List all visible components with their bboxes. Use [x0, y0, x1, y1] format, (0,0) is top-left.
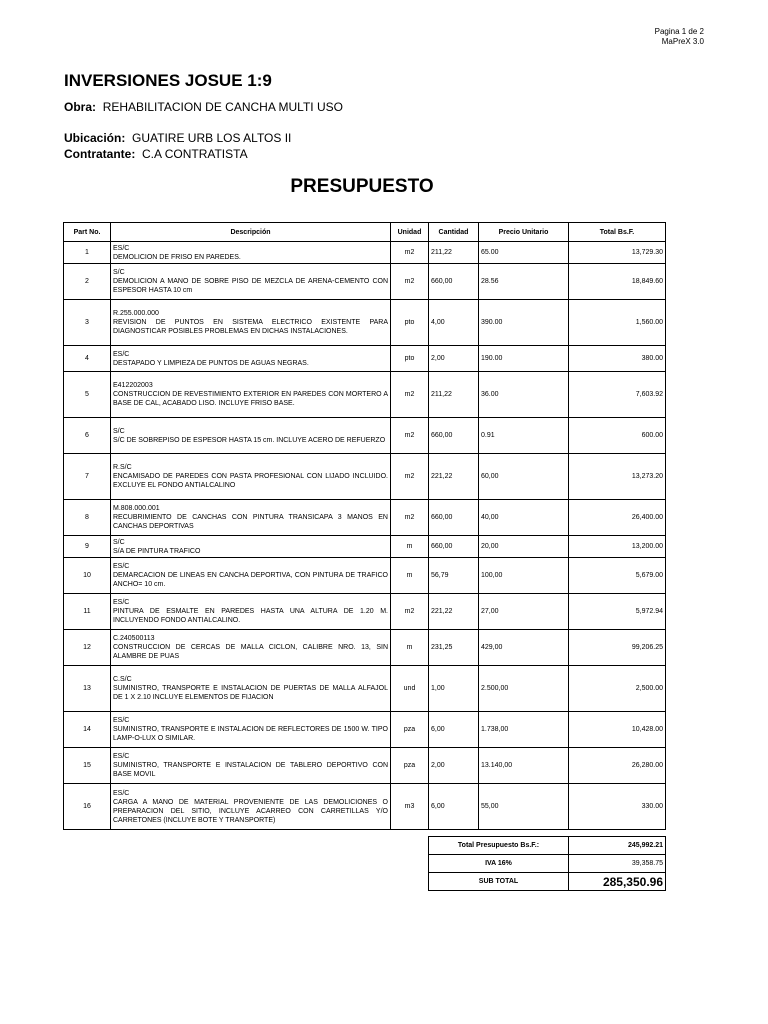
- header-unit: Unidad: [391, 223, 429, 242]
- part-number: 2: [64, 264, 111, 300]
- budget-table: [63, 222, 666, 830]
- item-description: CARGA A MANO DE MATERIAL PROVENIENTE DE LAS DEMOLICIONES O PREPARACION DEL SITIO, INCLUYE ACARREO CON CARRETILLAS Y/O CARRETONES (INCLUYE BOTE Y TRANSPORTE): [113, 798, 388, 824]
- unit-price-cell: 429,00: [479, 630, 569, 666]
- item-code: C.S/C: [113, 676, 132, 683]
- iva-value: 39,358.75: [569, 855, 666, 873]
- row-total-cell: 18,849.60: [569, 264, 666, 300]
- part-number: 10: [64, 558, 111, 594]
- table-row: [64, 500, 666, 536]
- item-description: PINTURA DE ESMALTE EN PAREDES HASTA UNA ALTURA DE 1.20 M. INCLUYENDO FONDO ANTIALCALINO.: [113, 608, 388, 624]
- row-total-cell: 1,560.00: [569, 300, 666, 346]
- unit-cell: m2: [391, 372, 429, 418]
- table-row: [64, 558, 666, 594]
- unit-price-cell: 40,00: [479, 500, 569, 536]
- part-number: 6: [64, 418, 111, 454]
- unit-price-cell: 27,00: [479, 594, 569, 630]
- row-total-cell: 600.00: [569, 418, 666, 454]
- header-price: Precio Unitario: [479, 223, 569, 242]
- part-number: 13: [64, 666, 111, 712]
- description-cell: [111, 346, 391, 372]
- item-code: ES/C: [113, 244, 130, 252]
- item-description: S/C DE SOBREPISO DE ESPESOR HASTA 15 cm. INCLUYE ACERO DE REFUERZO: [113, 436, 386, 444]
- unit-price-cell: 13.140,00: [479, 748, 569, 784]
- header-part: Part No.: [64, 223, 111, 242]
- part-number: 11: [64, 594, 111, 630]
- quantity-cell: 6,00: [429, 784, 479, 830]
- unit-price-cell: 36.00: [479, 372, 569, 418]
- item-code: M.808.000.001: [113, 505, 160, 512]
- description-cell: [111, 666, 391, 712]
- unit-price-cell: 60,00: [479, 454, 569, 500]
- unit-price-cell: 55,00: [479, 784, 569, 830]
- description-cell: [111, 500, 391, 536]
- unit-cell: m3: [391, 784, 429, 830]
- quantity-cell: 660,00: [429, 264, 479, 300]
- row-total-cell: 13,729.30: [569, 242, 666, 264]
- item-description: DESTAPADO Y LIMPIEZA DE PUNTOS DE AGUAS NEGRAS.: [113, 359, 309, 367]
- table-row: [64, 536, 666, 558]
- row-total-cell: 5,972.94: [569, 594, 666, 630]
- table-row: [64, 784, 666, 830]
- item-code: S/C: [113, 269, 125, 276]
- item-description: REVISION DE PUNTOS EN SISTEMA ELECTRICO EXISTENTE PARA DIAGNOSTICAR POSIBLES PROBLEMAS EN DICHAS INSTALACIONES.: [113, 319, 388, 335]
- ubicacion-line: [64, 131, 291, 145]
- quantity-cell: 211,22: [429, 242, 479, 264]
- obra-line: [64, 100, 343, 114]
- unit-cell: m2: [391, 242, 429, 264]
- quantity-cell: 660,00: [429, 500, 479, 536]
- table-row: [64, 594, 666, 630]
- unit-price-cell: 100,00: [479, 558, 569, 594]
- part-number: 9: [64, 536, 111, 558]
- row-total-cell: 10,428.00: [569, 712, 666, 748]
- unit-cell: m2: [391, 454, 429, 500]
- part-number: 16: [64, 784, 111, 830]
- unit-price-cell: 28.56: [479, 264, 569, 300]
- quantity-cell: 211,22: [429, 372, 479, 418]
- row-total-cell: 380.00: [569, 346, 666, 372]
- table-row: [64, 454, 666, 500]
- quantity-cell: 2,00: [429, 346, 479, 372]
- unit-cell: pza: [391, 748, 429, 784]
- unit-price-cell: 65.00: [479, 242, 569, 264]
- unit-cell: pto: [391, 300, 429, 346]
- contratante-value: C.A CONTRATISTA: [142, 147, 248, 161]
- ubicacion-value: GUATIRE URB LOS ALTOS II: [132, 131, 292, 145]
- quantity-cell: 660,00: [429, 536, 479, 558]
- ubicacion-label: Ubicación:: [64, 131, 126, 145]
- item-description: S/A DE PINTURA TRAFICO: [113, 547, 201, 555]
- table-row: [64, 748, 666, 784]
- unit-cell: m: [391, 536, 429, 558]
- item-description: DEMARCACION DE LINEAS EN CANCHA DEPORTIVA, CON PINTURA DE TRAFICO ANCHO= 10 cm.: [113, 572, 388, 588]
- row-total-cell: 13,273.20: [569, 454, 666, 500]
- item-code: E412202003: [113, 382, 153, 389]
- part-number: 8: [64, 500, 111, 536]
- table-row: [64, 418, 666, 454]
- part-number: 1: [64, 242, 111, 264]
- part-number: 14: [64, 712, 111, 748]
- contratante-line: [64, 147, 248, 161]
- item-description: DEMOLICION A MANO DE SOBRE PISO DE MEZCLA DE ARENA-CEMENTO CON ESPESOR HASTA 10 cm: [113, 278, 388, 294]
- quantity-cell: 660,00: [429, 418, 479, 454]
- document-title: PRESUPUESTO: [290, 176, 434, 197]
- unit-cell: m2: [391, 500, 429, 536]
- item-code: ES/C: [113, 350, 130, 358]
- obra-value: REHABILITACION DE CANCHA MULTI USO: [102, 100, 343, 114]
- unit-cell: m: [391, 630, 429, 666]
- description-cell: [111, 418, 391, 454]
- description-cell: [111, 594, 391, 630]
- item-code: ES/C: [113, 563, 130, 570]
- item-code: C.240500113: [113, 635, 155, 642]
- unit-cell: m: [391, 558, 429, 594]
- description-cell: [111, 630, 391, 666]
- quantity-cell: 4,00: [429, 300, 479, 346]
- app-version: MaPreX 3.0: [661, 37, 704, 46]
- quantity-cell: 6,00: [429, 712, 479, 748]
- table-row: [64, 712, 666, 748]
- row-total-cell: 26,400.00: [569, 500, 666, 536]
- header-qty: Cantidad: [429, 223, 479, 242]
- quantity-cell: 231,25: [429, 630, 479, 666]
- unit-price-cell: 190.00: [479, 346, 569, 372]
- subtotal-label: SUB TOTAL: [429, 873, 569, 891]
- part-number: 5: [64, 372, 111, 418]
- description-cell: [111, 748, 391, 784]
- subtotal-row: [429, 873, 666, 891]
- item-code: R.S/C: [113, 464, 132, 471]
- item-description: SUMINISTRO, TRANSPORTE E INSTALACION DE REFLECTORES DE 1500 W. TIPO LAMP-O-LUX O SIMILAR.: [113, 726, 388, 742]
- table-row: [64, 346, 666, 372]
- total-presupuesto-value: 245,992.21: [569, 837, 666, 855]
- item-code: R.255.000.000: [113, 310, 159, 317]
- row-total-cell: 2,500.00: [569, 666, 666, 712]
- item-description: ENCAMISADO DE PAREDES CON PASTA PROFESIONAL CON LIJADO INCLUIDO. EXCLUYE EL FONDO ANTIALCALINO: [113, 473, 388, 489]
- row-total-cell: 5,679.00: [569, 558, 666, 594]
- item-description: SUMINISTRO, TRANSPORTE E INSTALACION DE PUERTAS DE MALLA ALFAJOL DE 1 X 2.10 INCLUYE ELEMENTOS DE FIJACION: [113, 685, 388, 701]
- unit-cell: pto: [391, 346, 429, 372]
- item-code: S/C: [113, 538, 125, 546]
- description-cell: [111, 300, 391, 346]
- description-cell: [111, 264, 391, 300]
- description-cell: [111, 558, 391, 594]
- item-description: RECUBRIMIENTO DE CANCHAS CON PINTURA TRANSICAPA 3 MANOS EN CANCHAS DEPORTIVAS: [113, 514, 388, 530]
- item-code: ES/C: [113, 753, 130, 760]
- totals-table: [428, 836, 666, 891]
- iva-row: [429, 855, 666, 873]
- table-header-row: [64, 223, 666, 242]
- row-total-cell: 330.00: [569, 784, 666, 830]
- quantity-cell: 1,00: [429, 666, 479, 712]
- header-total: Total Bs.F.: [569, 223, 666, 242]
- unit-cell: pza: [391, 712, 429, 748]
- description-cell: [111, 536, 391, 558]
- table-row: [64, 300, 666, 346]
- unit-price-cell: 20,00: [479, 536, 569, 558]
- unit-price-cell: 0.91: [479, 418, 569, 454]
- unit-cell: m2: [391, 264, 429, 300]
- unit-price-cell: 2.500,00: [479, 666, 569, 712]
- description-cell: [111, 784, 391, 830]
- item-description: CONSTRUCCION DE REVESTIMIENTO EXTERIOR EN PAREDES CON MORTERO A BASE DE CAL, ACABADO LISO. INCLUYE FRISO BASE.: [113, 391, 388, 407]
- item-code: ES/C: [113, 717, 130, 724]
- unit-cell: und: [391, 666, 429, 712]
- description-cell: [111, 242, 391, 264]
- unit-cell: m2: [391, 418, 429, 454]
- row-total-cell: 99,206.25: [569, 630, 666, 666]
- iva-label: IVA 16%: [429, 855, 569, 873]
- quantity-cell: 56,79: [429, 558, 479, 594]
- page-number: Pagina 1 de 2: [654, 27, 704, 36]
- quantity-cell: 221,22: [429, 454, 479, 500]
- quantity-cell: 221,22: [429, 594, 479, 630]
- table-row: [64, 372, 666, 418]
- row-total-cell: 13,200.00: [569, 536, 666, 558]
- part-number: 15: [64, 748, 111, 784]
- description-cell: [111, 712, 391, 748]
- item-description: SUMINISTRO, TRANSPORTE E INSTALACION DE TABLERO DEPORTIVO CON BASE MOVIL: [113, 762, 388, 778]
- contratante-label: Contratante:: [64, 147, 136, 161]
- item-code: S/C: [113, 427, 125, 435]
- page-info: [655, 27, 704, 47]
- header-desc: Descripción: [111, 223, 391, 242]
- total-presupuesto-row: [429, 837, 666, 855]
- part-number: 7: [64, 454, 111, 500]
- quantity-cell: 2,00: [429, 748, 479, 784]
- row-total-cell: 26,280.00: [569, 748, 666, 784]
- description-cell: [111, 372, 391, 418]
- unit-cell: m2: [391, 594, 429, 630]
- row-total-cell: 7,603.92: [569, 372, 666, 418]
- item-description: CONSTRUCCION DE CERCAS DE MALLA CICLON, CALIBRE NRO. 13, SIN ALAMBRE DE PUAS: [113, 644, 388, 660]
- company-name: INVERSIONES JOSUE 1:9: [64, 71, 272, 90]
- subtotal-value: 285,350.96: [569, 873, 666, 891]
- total-presupuesto-label: Total Presupuesto Bs.F.:: [429, 837, 569, 855]
- item-description: DEMOLICION DE FRISO EN PAREDES.: [113, 253, 241, 261]
- part-number: 4: [64, 346, 111, 372]
- description-cell: [111, 454, 391, 500]
- table-row: [64, 242, 666, 264]
- table-row: [64, 666, 666, 712]
- item-code: ES/C: [113, 789, 130, 797]
- table-row: [64, 264, 666, 300]
- obra-label: Obra:: [64, 100, 97, 114]
- table-row: [64, 630, 666, 666]
- part-number: 12: [64, 630, 111, 666]
- unit-price-cell: 390.00: [479, 300, 569, 346]
- part-number: 3: [64, 300, 111, 346]
- item-code: ES/C: [113, 599, 130, 606]
- unit-price-cell: 1.738,00: [479, 712, 569, 748]
